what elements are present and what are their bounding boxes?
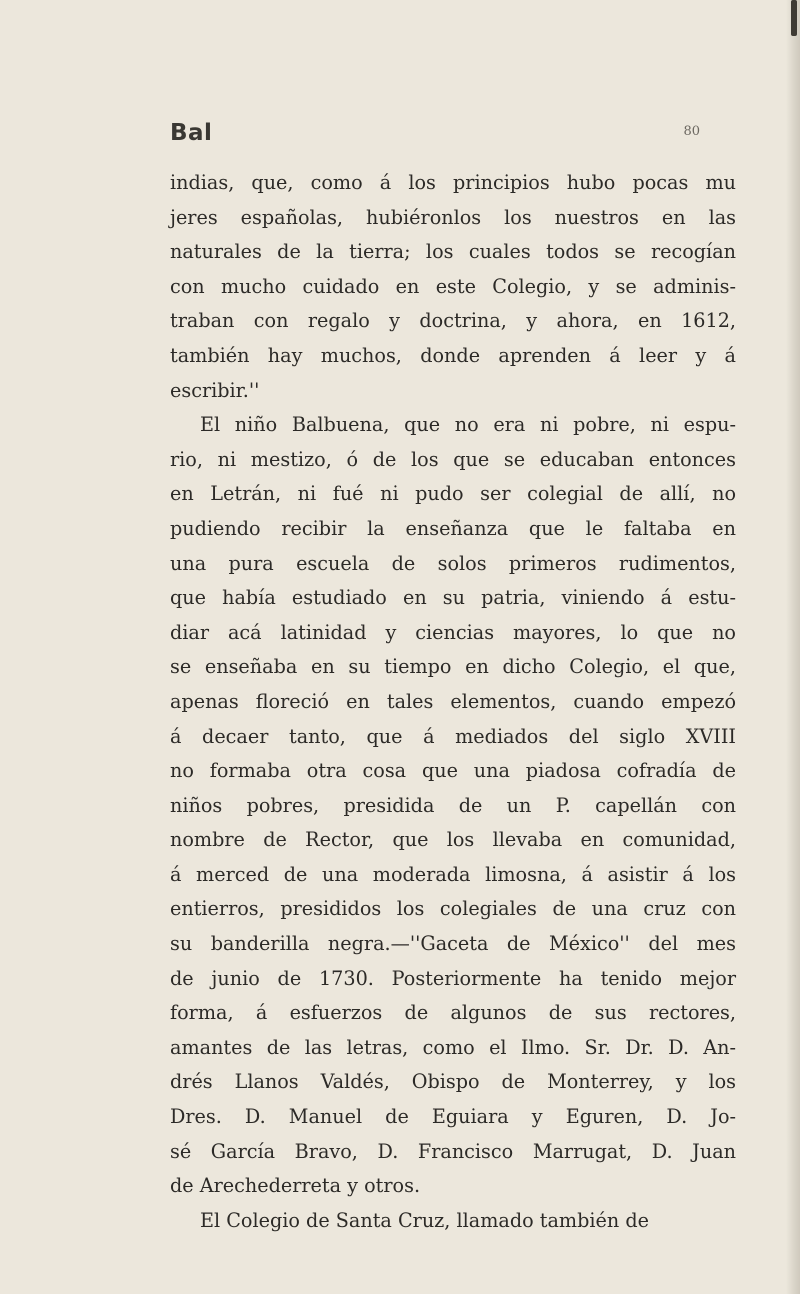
- text-line: de Arechederreta y otros.: [170, 1174, 421, 1198]
- text-line: escribir.'': [170, 378, 260, 402]
- text-line: drés Llanos Valdés, Obispo de Monterrey, y los: [170, 1070, 736, 1094]
- text-line: una pura escuela de solos primeros rudimentos,: [170, 551, 736, 575]
- text-line: entierros, presididos los colegiales de una cruz con: [170, 897, 736, 921]
- text-line: traban con regalo y doctrina, y ahora, en 1612,: [170, 309, 736, 333]
- text-line: con mucho cuidado en este Colegio, y se adminis-: [170, 274, 736, 298]
- text-line: á decaer tanto, que á mediados del siglo XVIII: [170, 724, 736, 748]
- text-line: á merced de una moderada limosna, á asistir á los: [170, 862, 736, 886]
- text-line: que había estudiado en su patria, viniendo á estu-: [170, 586, 736, 610]
- text-line: naturales de la tierra; los cuales todos se recogían: [170, 240, 736, 264]
- text-line: en Letrán, ni fué ni pudo ser colegial de allí, no: [170, 482, 736, 506]
- text-line: nombre de Rector, que los llevaba en comunidad,: [170, 828, 736, 852]
- page-number: 80: [683, 124, 700, 139]
- paragraph-first-line: El niño Balbuena, que no era ni pobre, ni espu-: [200, 413, 736, 437]
- text-line: también hay muchos, donde aprenden á leer y á: [170, 343, 736, 367]
- text-line: forma, á esfuerzos de algunos de sus rectores,: [170, 1001, 736, 1025]
- body-text: [170, 166, 736, 1238]
- text-line: niños pobres, presidida de un P. capellán con: [170, 793, 736, 817]
- text-line: no formaba otra cosa que una piadosa cofradía de: [170, 759, 736, 783]
- running-head-title: Bal: [170, 120, 213, 146]
- page-edge-mark: [791, 0, 797, 36]
- running-head: [170, 120, 700, 154]
- text-line: Dres. D. Manuel de Eguiara y Eguren, D. Jo-: [170, 1105, 736, 1129]
- text-line: apenas floreció en tales elementos, cuando empezó: [170, 689, 736, 713]
- text-line: amantes de las letras, como el Ilmo. Sr. Dr. D. An-: [170, 1035, 736, 1059]
- text-line: sé García Bravo, D. Francisco Marrugat, D. Juan: [170, 1139, 736, 1163]
- text-line: indias, que, como á los principios hubo pocas mu: [170, 171, 736, 194]
- text-line: pudiendo recibir la enseñanza que le faltaba en: [170, 516, 736, 540]
- text-line: su banderilla negra.—''Gaceta de México'' del mes: [170, 932, 736, 956]
- page-edge-shadow: [786, 0, 800, 1294]
- text-line: se enseñaba en su tiempo en dicho Colegio, el que,: [170, 655, 736, 679]
- paragraph-first-line: El Colegio de Santa Cruz, llamado también de: [200, 1208, 649, 1232]
- text-line: jeres españolas, hubiéronlos los nuestros en las: [170, 205, 736, 229]
- text-line: de junio de 1730. Posteriormente ha tenido mejor: [170, 966, 736, 990]
- text-line: rio, ni mestizo, ó de los que se educaban entonces: [170, 447, 736, 471]
- text-line: diar acá latinidad y ciencias mayores, lo que no: [170, 620, 736, 644]
